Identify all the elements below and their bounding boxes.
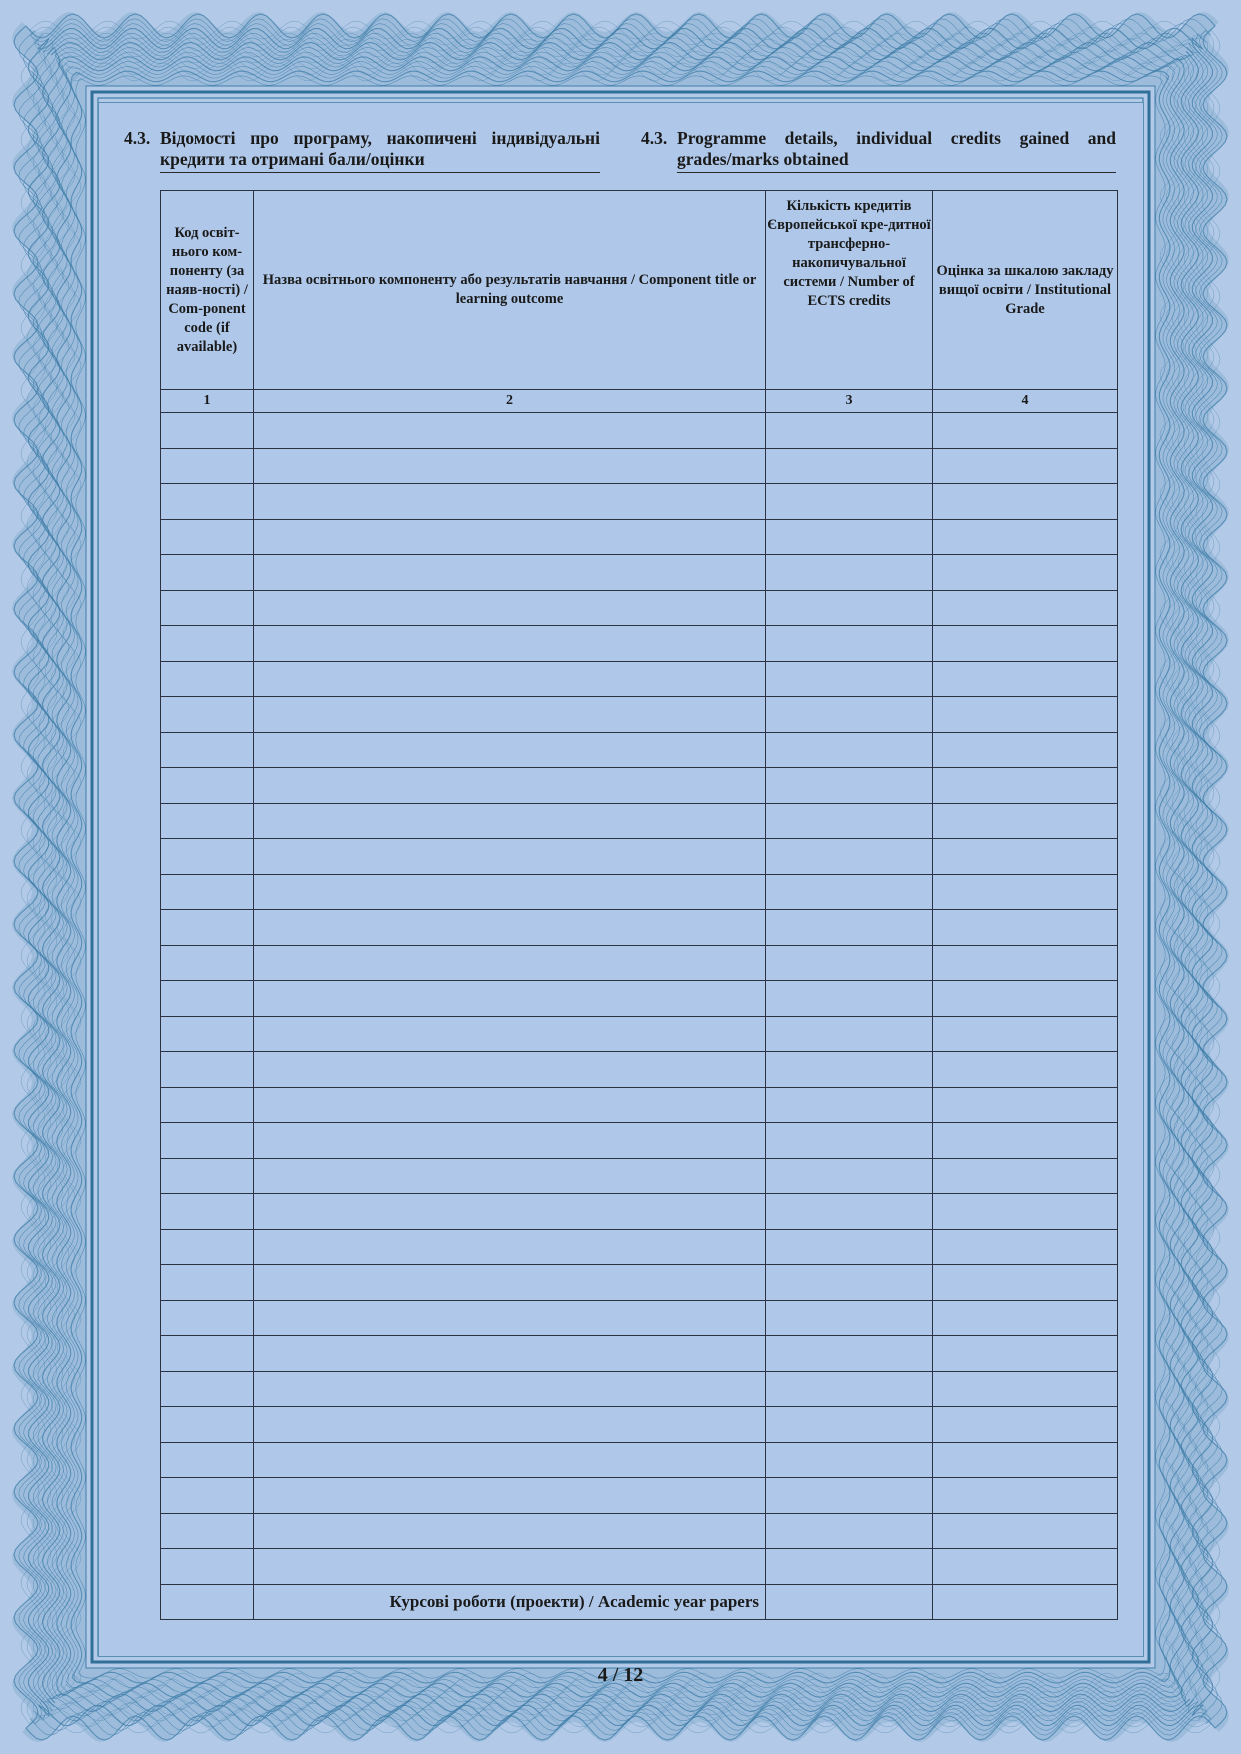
table-cell bbox=[254, 981, 766, 1017]
table-cell bbox=[161, 1478, 254, 1514]
table-cell bbox=[933, 945, 1118, 981]
table-cell bbox=[161, 1300, 254, 1336]
table-cell bbox=[161, 1371, 254, 1407]
table-cell bbox=[161, 874, 254, 910]
table-cell bbox=[254, 1549, 766, 1585]
table-header-row bbox=[161, 191, 1118, 390]
table-cell bbox=[161, 697, 254, 733]
table-cell bbox=[254, 626, 766, 662]
section-number: 4.3. bbox=[124, 128, 151, 148]
table-cell bbox=[254, 1371, 766, 1407]
table-cell bbox=[766, 1300, 933, 1336]
table-row bbox=[161, 1442, 1118, 1478]
table-cell bbox=[161, 1194, 254, 1230]
table-cell bbox=[254, 413, 766, 449]
table-row bbox=[161, 1087, 1118, 1123]
column-number: 3 bbox=[766, 390, 933, 413]
section-heading-en bbox=[641, 128, 1116, 173]
table-cell bbox=[161, 910, 254, 946]
column-number: 1 bbox=[161, 390, 254, 413]
table-cell bbox=[254, 1016, 766, 1052]
table-cell bbox=[933, 1513, 1118, 1549]
table-cell bbox=[933, 839, 1118, 875]
table-cell bbox=[933, 590, 1118, 626]
table-row bbox=[161, 555, 1118, 591]
table-cell bbox=[254, 1158, 766, 1194]
table-cell bbox=[161, 1584, 254, 1619]
table-cell bbox=[933, 1016, 1118, 1052]
table-cell bbox=[254, 1300, 766, 1336]
table-row bbox=[161, 1194, 1118, 1230]
table-cell bbox=[254, 1194, 766, 1230]
table-row bbox=[161, 1513, 1118, 1549]
table-cell bbox=[254, 697, 766, 733]
table-cell bbox=[766, 1194, 933, 1230]
table-cell bbox=[766, 448, 933, 484]
table-row bbox=[161, 981, 1118, 1017]
table-row bbox=[161, 1265, 1118, 1301]
table-row bbox=[161, 1158, 1118, 1194]
table-cell bbox=[766, 519, 933, 555]
table-cell bbox=[161, 732, 254, 768]
table-cell bbox=[161, 839, 254, 875]
table-cell bbox=[933, 697, 1118, 733]
table-row bbox=[161, 1052, 1118, 1088]
table-cell bbox=[933, 910, 1118, 946]
table-cell bbox=[766, 1549, 933, 1585]
table-cell bbox=[766, 1407, 933, 1443]
table-cell bbox=[254, 1513, 766, 1549]
table-cell bbox=[254, 945, 766, 981]
table-row bbox=[161, 626, 1118, 662]
table-cell bbox=[933, 1052, 1118, 1088]
academic-papers-label: Курсові роботи (проекти) / Academic year papers bbox=[254, 1584, 766, 1619]
table-cell bbox=[766, 1052, 933, 1088]
table-cell bbox=[933, 1265, 1118, 1301]
table-cell bbox=[933, 626, 1118, 662]
table-cell bbox=[254, 1229, 766, 1265]
table-row bbox=[161, 661, 1118, 697]
table-row bbox=[161, 1016, 1118, 1052]
table-cell bbox=[766, 1584, 933, 1619]
table-row bbox=[161, 519, 1118, 555]
table-cell bbox=[766, 1158, 933, 1194]
section-title-en: Programme details, individual credits gained and grades/marks obtained bbox=[677, 128, 1116, 173]
table-cell bbox=[254, 803, 766, 839]
table-cell bbox=[254, 732, 766, 768]
table-cell bbox=[254, 1478, 766, 1514]
table-cell bbox=[766, 981, 933, 1017]
table-row bbox=[161, 839, 1118, 875]
table-cell bbox=[933, 1194, 1118, 1230]
table-cell bbox=[766, 910, 933, 946]
table-cell bbox=[933, 1087, 1118, 1123]
table-cell bbox=[161, 1407, 254, 1443]
table-row bbox=[161, 1229, 1118, 1265]
table-cell bbox=[933, 981, 1118, 1017]
table-cell bbox=[766, 1087, 933, 1123]
column-header-title: Назва освітнього компоненту або результатів навчання / Component title or learning outcome bbox=[254, 191, 766, 390]
table-cell bbox=[766, 1229, 933, 1265]
table-cell bbox=[161, 1549, 254, 1585]
table-row bbox=[161, 697, 1118, 733]
table-cell bbox=[766, 1265, 933, 1301]
table-cell bbox=[254, 1052, 766, 1088]
table-row bbox=[161, 590, 1118, 626]
table-row bbox=[161, 1123, 1118, 1159]
table-cell bbox=[766, 945, 933, 981]
table-cell bbox=[766, 484, 933, 520]
section-heading-uk bbox=[124, 128, 600, 173]
column-header-grade: Оцінка за шкалою закладу вищої освіти / Institutional Grade bbox=[933, 191, 1118, 390]
table-cell bbox=[933, 1584, 1118, 1619]
programme-details-table bbox=[160, 190, 1118, 1620]
page-number: 4 / 12 bbox=[597, 1664, 644, 1686]
table-cell bbox=[933, 519, 1118, 555]
table-cell bbox=[766, 1371, 933, 1407]
table-cell bbox=[933, 1442, 1118, 1478]
table-cell bbox=[933, 484, 1118, 520]
table-cell bbox=[933, 1407, 1118, 1443]
table-cell bbox=[161, 1513, 254, 1549]
table-cell bbox=[161, 1158, 254, 1194]
table-cell bbox=[933, 1300, 1118, 1336]
table-row bbox=[161, 1478, 1118, 1514]
table-cell bbox=[766, 1478, 933, 1514]
table-cell bbox=[766, 874, 933, 910]
table-cell bbox=[766, 626, 933, 662]
table-cell bbox=[933, 1336, 1118, 1372]
table-cell bbox=[933, 1549, 1118, 1585]
table-cell bbox=[766, 555, 933, 591]
table-cell bbox=[933, 448, 1118, 484]
table-cell bbox=[766, 1442, 933, 1478]
table-cell bbox=[254, 661, 766, 697]
table-cell bbox=[766, 1016, 933, 1052]
table-row bbox=[161, 732, 1118, 768]
table-row bbox=[161, 1300, 1118, 1336]
table-cell bbox=[254, 1442, 766, 1478]
table-cell bbox=[254, 874, 766, 910]
table-row bbox=[161, 484, 1118, 520]
table-cell bbox=[933, 803, 1118, 839]
table-cell bbox=[161, 555, 254, 591]
table-cell bbox=[161, 1123, 254, 1159]
table-row bbox=[161, 448, 1118, 484]
table-cell bbox=[161, 803, 254, 839]
table-cell bbox=[161, 768, 254, 804]
table-cell bbox=[933, 1371, 1118, 1407]
table-row bbox=[161, 803, 1118, 839]
table-cell bbox=[161, 626, 254, 662]
section-title-uk: Відомості про програму, накопичені індивідуальні кредити та отримані бали/оцінки bbox=[160, 128, 600, 173]
table-cell bbox=[933, 1478, 1118, 1514]
section-number: 4.3. bbox=[641, 128, 668, 148]
table-row bbox=[161, 1549, 1118, 1585]
table-cell bbox=[161, 1087, 254, 1123]
table-row bbox=[161, 768, 1118, 804]
table-cell bbox=[766, 768, 933, 804]
table-cell bbox=[161, 945, 254, 981]
table-cell bbox=[161, 448, 254, 484]
table-cell bbox=[766, 732, 933, 768]
column-number: 4 bbox=[933, 390, 1118, 413]
table-row bbox=[161, 1407, 1118, 1443]
table-cell bbox=[161, 484, 254, 520]
table-cell bbox=[933, 768, 1118, 804]
table-row bbox=[161, 1336, 1118, 1372]
table-cell bbox=[254, 484, 766, 520]
table-cell bbox=[766, 697, 933, 733]
table-row bbox=[161, 910, 1118, 946]
table-cell bbox=[161, 590, 254, 626]
table-cell bbox=[254, 448, 766, 484]
column-number: 2 bbox=[254, 390, 766, 413]
table-cell bbox=[161, 413, 254, 449]
table-cell bbox=[254, 1407, 766, 1443]
table-cell bbox=[254, 590, 766, 626]
table-cell bbox=[161, 1016, 254, 1052]
table-cell bbox=[766, 1513, 933, 1549]
table-cell bbox=[933, 661, 1118, 697]
table-cell bbox=[933, 1123, 1118, 1159]
table-cell bbox=[161, 1229, 254, 1265]
table-cell bbox=[766, 1336, 933, 1372]
table-cell bbox=[933, 1158, 1118, 1194]
table-cell bbox=[933, 732, 1118, 768]
table-row bbox=[161, 945, 1118, 981]
table-cell bbox=[161, 661, 254, 697]
table-cell bbox=[161, 1052, 254, 1088]
table-cell bbox=[161, 981, 254, 1017]
table-cell bbox=[254, 555, 766, 591]
table-cell bbox=[254, 519, 766, 555]
table-cell bbox=[766, 1123, 933, 1159]
table-row bbox=[161, 413, 1118, 449]
table-cell bbox=[161, 1265, 254, 1301]
table-cell bbox=[254, 1123, 766, 1159]
table-cell bbox=[933, 413, 1118, 449]
table-cell bbox=[161, 519, 254, 555]
table-cell bbox=[933, 874, 1118, 910]
column-number-row bbox=[161, 390, 1118, 413]
table-cell bbox=[766, 413, 933, 449]
table-cell bbox=[161, 1442, 254, 1478]
table-cell bbox=[933, 555, 1118, 591]
table-cell bbox=[254, 768, 766, 804]
table-cell bbox=[254, 839, 766, 875]
table-row bbox=[161, 1371, 1118, 1407]
table-row bbox=[161, 874, 1118, 910]
table-cell bbox=[933, 1229, 1118, 1265]
academic-papers-row bbox=[161, 1584, 1118, 1619]
column-header-credits: Кількість кредитів Європейської кре-дитної трансферно-накопичувальної системи / Number of ECTS credits bbox=[766, 191, 933, 390]
table-cell bbox=[254, 1336, 766, 1372]
table-cell bbox=[766, 590, 933, 626]
table-cell bbox=[254, 910, 766, 946]
table-cell bbox=[766, 803, 933, 839]
table-cell bbox=[766, 661, 933, 697]
table-cell bbox=[766, 839, 933, 875]
column-header-code: Код освіт- нього ком-поненту (за наяв-ності) / Com-ponent code (if available) bbox=[161, 191, 254, 390]
table-cell bbox=[161, 1336, 254, 1372]
table-cell bbox=[254, 1087, 766, 1123]
table-cell bbox=[254, 1265, 766, 1301]
